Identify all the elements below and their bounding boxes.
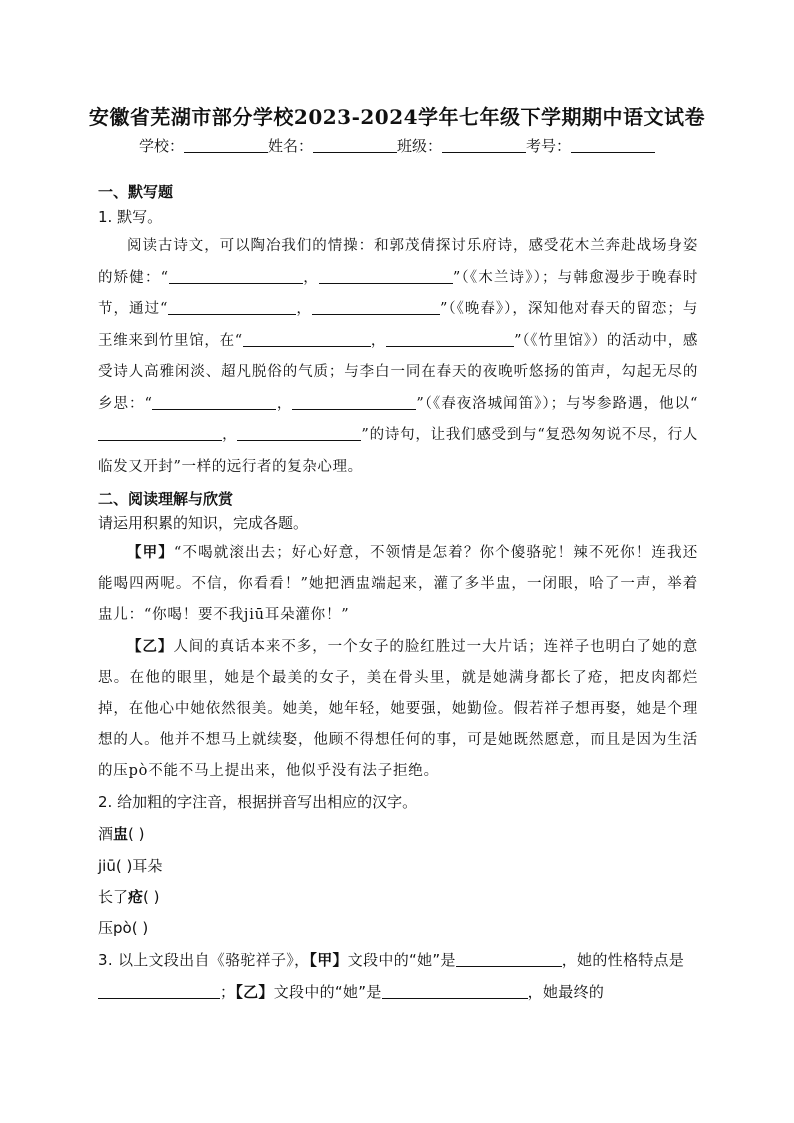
q2-item bbox=[98, 917, 148, 938]
q2-item-answer[interactable]: ( ) bbox=[143, 888, 160, 906]
q2-item-pre[interactable]: 压pò( ) bbox=[98, 919, 149, 937]
q3-blank-2[interactable] bbox=[98, 984, 220, 999]
q2-item-bold: 疮 bbox=[128, 888, 144, 906]
q2-item bbox=[98, 886, 160, 907]
q1-label: 1. 默写。 bbox=[98, 208, 163, 226]
q1-blank-8[interactable] bbox=[292, 395, 416, 410]
q1-blank-6[interactable] bbox=[386, 332, 514, 347]
q1-text-10: ， bbox=[222, 427, 238, 443]
q1-blank-2[interactable] bbox=[319, 269, 453, 284]
school-blank[interactable] bbox=[184, 138, 268, 153]
q3-text-e: ； bbox=[220, 983, 236, 1001]
q2-item bbox=[98, 855, 162, 876]
q3-text-a: 3. 以上文段出自《骆驼祥子》， bbox=[98, 951, 310, 969]
q1-text-1: 阅读古诗文，可以陶冶我们的情操：和郭茂倩探讨乐府诗，感受花木兰奔赴战场身姿的矫健：“ bbox=[98, 238, 698, 286]
q1-blank-5[interactable] bbox=[243, 332, 371, 347]
q1-passage bbox=[98, 231, 698, 483]
q1-blank-10[interactable] bbox=[237, 426, 361, 441]
q3-jia-tag: 【甲】 bbox=[309, 951, 348, 969]
q2-label: 2. 给加粗的字注音，根据拼音写出相应的汉字。 bbox=[98, 793, 418, 811]
q3-text-g: 文段中的“她”是 bbox=[273, 983, 382, 1001]
jia-text: “不喝就滚出去；好心好意，不领情是怎着？你个傻骆驼！辣不死你！连我还能喝四两呢。不信，你看看！”她把酒盅端起来，灌了多半盅，一闭眼，哈了一声，举着盅儿：“你喝！要不我jiū耳朵灌你！” bbox=[98, 545, 699, 623]
q1-blank-1[interactable] bbox=[169, 269, 303, 284]
q3-yi-tag: 【乙】 bbox=[235, 983, 274, 1001]
passage-jia bbox=[98, 538, 698, 631]
yi-text: 人间的真话本来不多，一个女子的脸红胜过一大片话；连祥子也明白了她的意思。在他的眼里，她是个最美的女子，美在骨头里，就是她满身都长了疮，把皮肉都烂掉，在他心中她依然很美。她美，她年轻，她要强，她勤俭。假若祥子想再娶，她是个理想的人。他并不想马上就续娶，他顾不得想任何的事，可是她既然愿意，而且是因为生活的压pò不能不马上提出来，他似乎没有法子拒绝。 bbox=[98, 639, 698, 779]
exam-number-blank[interactable] bbox=[571, 138, 655, 153]
exam-title: 安徽省芜湖市部分学校2023-2024学年七年级下学期期中语文试卷 bbox=[88, 105, 706, 129]
q1-text-11: ”的诗句，让我们感受到与“复恐匆匆说不尽，行人临发又开封”一样的远行者的复杂心理。 bbox=[98, 427, 698, 475]
section1-heading: 一、默写题 bbox=[98, 183, 174, 201]
q1-blank-9[interactable] bbox=[98, 426, 222, 441]
q1-blank-7[interactable] bbox=[152, 395, 276, 410]
q1-text-9: ”（《春夜洛城闻笛》）；与岑参路遇，他以“ bbox=[416, 395, 698, 412]
q1-blank-4[interactable] bbox=[312, 300, 440, 315]
q3-text-d: ，她的性格特点是 bbox=[561, 951, 685, 969]
q3-text-c: 文段中的“她”是 bbox=[347, 951, 456, 969]
class-label: 班级： bbox=[397, 137, 443, 155]
q2-item-pre: 长了 bbox=[98, 888, 129, 906]
q3-blank-1[interactable] bbox=[456, 952, 562, 967]
passage-yi bbox=[98, 632, 698, 787]
q1-text-5: ”（《晚春》），深知他对春天的留恋；与王维来到竹里馆，在“ bbox=[98, 301, 698, 349]
q2-item-pre[interactable]: jiū( )耳朵 bbox=[98, 857, 163, 875]
school-label: 学校： bbox=[138, 137, 184, 155]
name-blank[interactable] bbox=[313, 138, 397, 153]
jia-tag: 【甲】 bbox=[127, 545, 174, 561]
q1-text-4: ， bbox=[296, 301, 312, 317]
yi-tag: 【乙】 bbox=[127, 639, 174, 655]
q3-blank-3[interactable] bbox=[382, 984, 528, 999]
q3 bbox=[98, 944, 698, 1008]
q1-text-8: ， bbox=[276, 395, 293, 412]
class-blank[interactable] bbox=[442, 138, 526, 153]
q1-text-3: ”（《木兰诗》）；与韩愈漫步于晚春时节，通过“ bbox=[98, 269, 698, 317]
q1-blank-3[interactable] bbox=[168, 300, 296, 315]
q1-text-7: ”（《竹里馆》）的活动中，感受诗人高雅闲淡、超凡脱俗的气质；与李白一同在春天的夜晚听悠扬的笛声，勾起无尽的乡思：“ bbox=[98, 332, 699, 412]
student-info-line bbox=[0, 135, 794, 156]
exam-number-label: 考号： bbox=[526, 137, 572, 155]
q1-text-2: ， bbox=[302, 269, 319, 286]
section2-intro: 请运用积累的知识，完成各题。 bbox=[98, 514, 309, 532]
q3-text-h: ，她最终的 bbox=[527, 983, 605, 1001]
q2-item-bold: 盅 bbox=[113, 825, 129, 843]
q1-text-6: ， bbox=[370, 332, 387, 349]
section2-heading: 二、阅读理解与欣赏 bbox=[98, 490, 234, 508]
q2-item-answer[interactable]: ( ) bbox=[128, 825, 145, 843]
q2-item-pre: 酒 bbox=[98, 825, 114, 843]
name-label: 姓名： bbox=[267, 137, 313, 155]
q2-item bbox=[98, 823, 145, 844]
